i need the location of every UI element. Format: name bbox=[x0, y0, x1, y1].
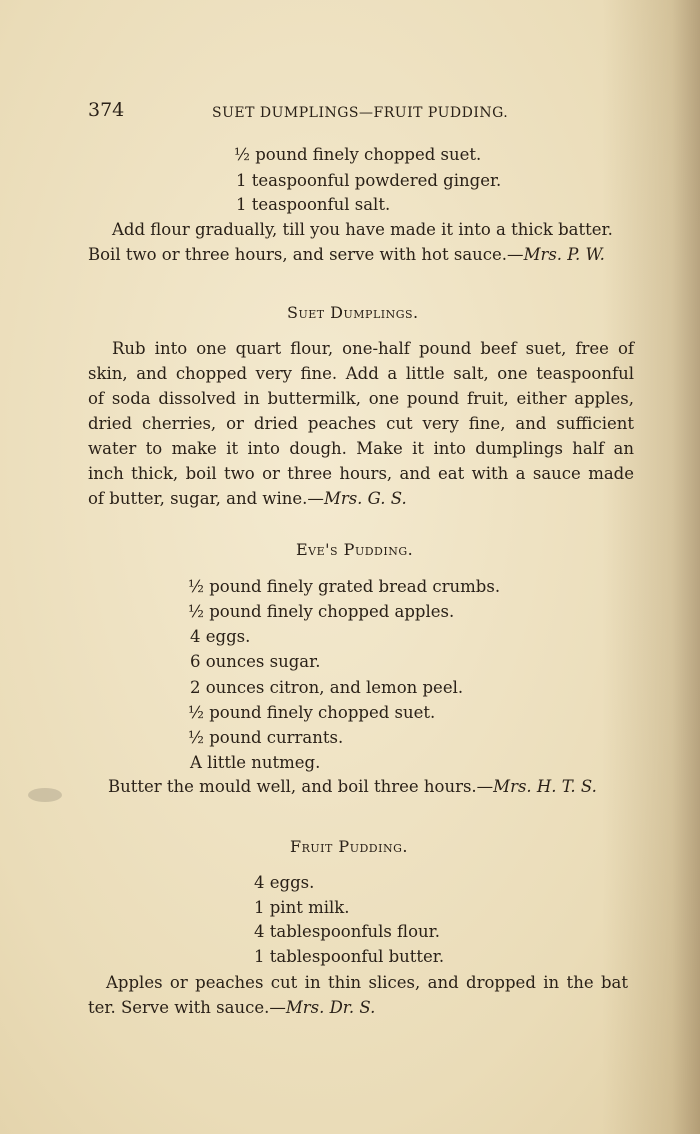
list-item: 6 ounces sugar. bbox=[190, 652, 321, 671]
paragraph-line bbox=[88, 998, 375, 1018]
list-item: A little nutmeg. bbox=[190, 753, 321, 772]
running-title: SUET DUMPLINGS—FRUIT PUDDING. bbox=[212, 105, 509, 121]
page-smudge bbox=[28, 788, 62, 802]
page-number: 374 bbox=[88, 99, 125, 121]
list-item: ½ pound finely chopped apples. bbox=[188, 602, 455, 621]
list-item: ½ pound finely chopped suet. bbox=[234, 145, 482, 164]
paragraph-line bbox=[108, 777, 597, 797]
list-item: 4 tablespoonfuls flour. bbox=[254, 922, 440, 941]
paragraph-line: skin, and chopped very fine. Add a little salt, one teaspoonful bbox=[88, 364, 634, 383]
paragraph-line bbox=[88, 245, 605, 265]
paragraph-text: of butter, sugar, and wine.— bbox=[88, 489, 324, 508]
list-item: 1 teaspoonful powdered ginger. bbox=[236, 171, 502, 190]
attribution: Mrs. Dr. S. bbox=[285, 998, 376, 1017]
list-item: ½ pound finely chopped suet. bbox=[188, 703, 436, 722]
paragraph-line: of soda dissolved in buttermilk, one pound fruit, either apples, bbox=[88, 389, 634, 408]
paragraph-text: Boil two or three hours, and serve with hot sauce.— bbox=[88, 245, 524, 264]
list-item: 2 ounces citron, and lemon peel. bbox=[190, 678, 464, 697]
recipe-title: Fruit Pudding. bbox=[290, 837, 408, 856]
list-item: ½ pound finely grated bread crumbs. bbox=[188, 577, 501, 596]
paragraph-line: Apples or peaches cut in thin slices, and dropped in the bat bbox=[106, 973, 628, 992]
recipe-title: Eve's Pudding. bbox=[296, 540, 414, 559]
list-item: 1 teaspoonful salt. bbox=[236, 195, 391, 214]
recipe-title: Suet Dumplings. bbox=[287, 303, 419, 322]
paragraph-text: ter. Serve with sauce.— bbox=[88, 998, 286, 1017]
list-item: 1 pint milk. bbox=[254, 898, 350, 917]
list-item: ½ pound currants. bbox=[188, 728, 344, 747]
paragraph-line: Rub into one quart flour, one-half pound beef suet, free of bbox=[112, 339, 634, 358]
attribution: Mrs. G. S. bbox=[323, 489, 407, 508]
paragraph-line: Add flour gradually, till you have made it into a thick batter. bbox=[112, 220, 613, 239]
attribution: Mrs. P. W. bbox=[523, 245, 605, 264]
list-item: 1 tablespoonful butter. bbox=[254, 947, 445, 966]
paragraph-line bbox=[88, 489, 407, 509]
attribution: Mrs. H. T. S. bbox=[493, 777, 597, 796]
paragraph-line: water to make it into dough. Make it into dumplings half an bbox=[88, 439, 634, 458]
paragraph-line: inch thick, boil two or three hours, and eat with a sauce made bbox=[88, 464, 634, 483]
list-item: 4 eggs. bbox=[190, 627, 251, 646]
paragraph-text: Butter the mould well, and boil three hours.— bbox=[108, 777, 494, 796]
paragraph-line: dried cherries, or dried peaches cut very fine, and sufficient bbox=[88, 414, 634, 433]
list-item: 4 eggs. bbox=[254, 873, 315, 892]
